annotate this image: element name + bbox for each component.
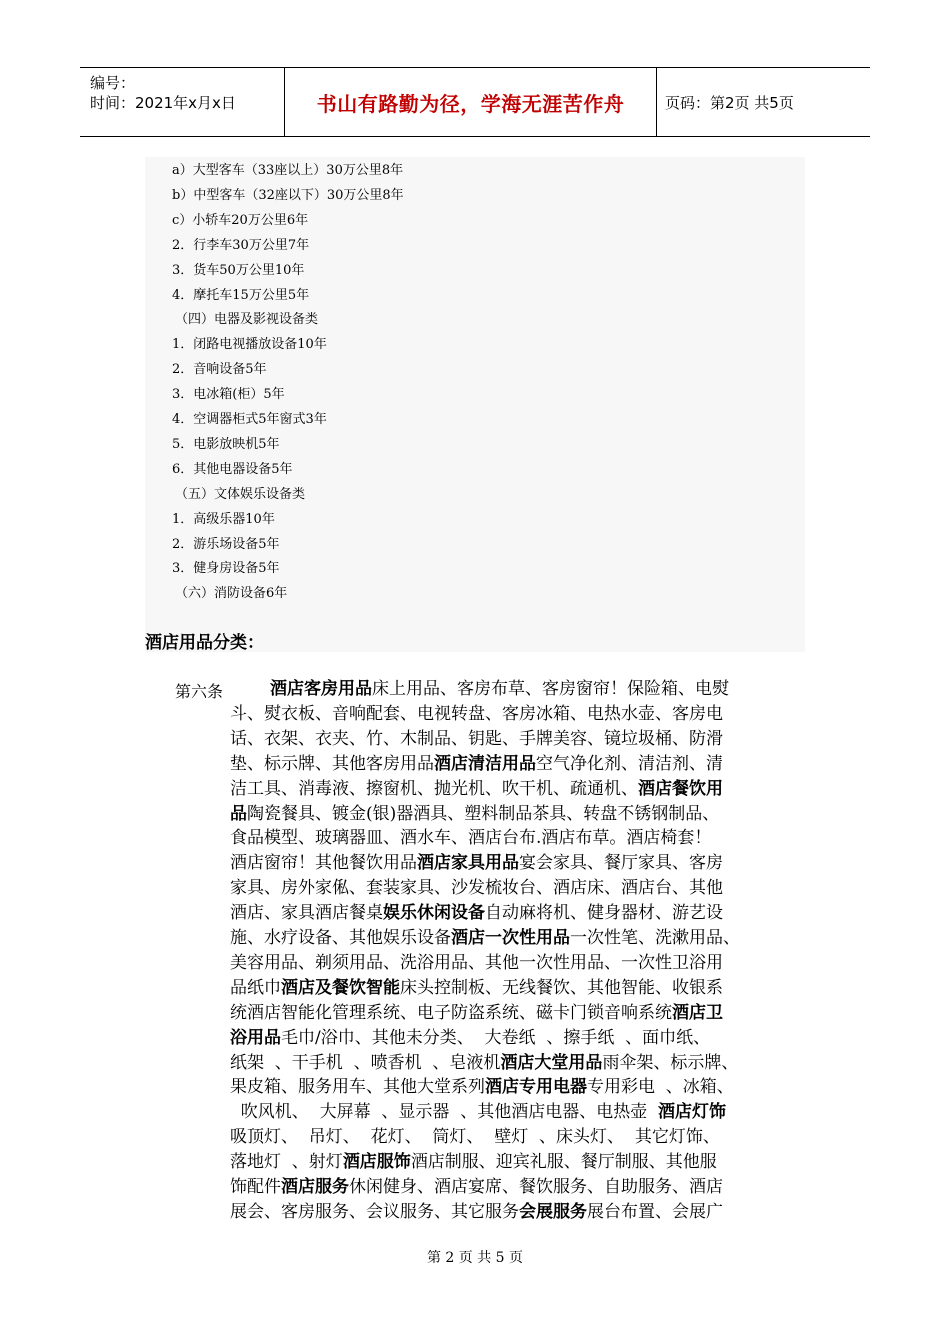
category-heading: 酒店餐饮用	[638, 778, 723, 799]
list-item: 2．行李车30万公里7年	[172, 237, 310, 253]
list-item: 4．空调器柜式5年窗式3年	[172, 412, 327, 427]
category-items: 宴会家具、餐厅家具、客房	[519, 853, 723, 874]
category-heading: 酒店服务	[281, 1177, 349, 1197]
category-items: 品纸巾	[230, 977, 281, 998]
list-item: 2．游乐场设备5年	[172, 536, 280, 552]
category-items: 酒店、家具酒店餐桌	[230, 903, 383, 924]
category-items: 纸架 、干手机 、喷香机 、皂液机	[230, 1052, 501, 1073]
list-item: 2．音响设备5年	[172, 362, 267, 378]
category-items: 展台布置、会展广	[587, 1201, 723, 1222]
list-item: c）小轿车20万公里6年	[172, 212, 309, 228]
category-items: 斗、熨衣板、音响配套、电视转盘、客房冰箱、电热水壶、客房电	[230, 703, 723, 724]
category-items: 床上用品、客房布草、客房窗帘！保险箱、电熨	[372, 679, 729, 699]
category-heading: 酒店及餐饮智能	[281, 977, 400, 998]
body-line	[230, 702, 810, 726]
article-number: 第六条	[175, 682, 224, 701]
body-line	[230, 727, 810, 751]
body-line	[230, 1200, 810, 1224]
category-heading: 酒店灯饰	[658, 1102, 727, 1123]
list-item: （五）文体娱乐设备类	[175, 486, 306, 502]
list-item: b）中型客车（32座以下）30万公里8年	[172, 187, 404, 203]
page-footer: 第 2 页 共 5 页	[426, 1250, 524, 1266]
body-line	[230, 1175, 810, 1199]
category-items: 食品模型、玻璃器皿、酒水车、酒店台布.酒店布草。酒店椅套！	[230, 828, 712, 849]
category-heading: 酒店大堂用品	[500, 1052, 603, 1073]
category-items: 毛巾/浴巾、其他未分类、 大卷纸 、擦手纸 、面巾纸、	[281, 1027, 711, 1048]
category-items: 垫、标示牌、其他客房用品	[230, 753, 434, 774]
list-item: 6．其他电器设备5年	[172, 461, 293, 477]
list-item: a）大型客车（33座以上）30万公里8年	[172, 163, 404, 178]
category-heading: 会展服务	[519, 1201, 587, 1222]
body-line	[230, 926, 810, 950]
header-motto: 书山有路勤为径，学海无涯苦作舟	[284, 68, 657, 136]
body-line	[230, 1026, 810, 1050]
list-item: 3．健身房设备5年	[172, 561, 280, 577]
list-item: （六）消防设备6年	[175, 586, 288, 602]
list-item: 1．高级乐器10年	[172, 511, 275, 527]
category-items: 洁工具、消毒液、擦窗机、抛光机、吹干机、疏通机、	[230, 778, 638, 799]
body-line	[230, 802, 810, 826]
section-title: 酒店用品分类：	[145, 633, 264, 653]
document-number-label: 编号：	[90, 74, 136, 92]
category-heading: 酒店专用电器	[485, 1077, 587, 1098]
category-items: 酒店窗帘！其他餐饮用品	[230, 853, 417, 874]
category-items: 吸顶灯、 吊灯、 花灯、 筒灯、 壁灯 、床头灯、 其它灯饰、	[230, 1127, 720, 1148]
body-line	[230, 1100, 810, 1124]
depreciation-list	[145, 157, 805, 652]
category-heading: 娱乐休闲设备	[383, 903, 485, 924]
header-table	[80, 67, 870, 137]
category-items: 酒店制服、迎宾礼服、餐厅制服、其他服	[410, 1152, 717, 1173]
list-item: 3．货车50万公里10年	[172, 262, 305, 278]
category-items: 雨伞架、标示牌、	[602, 1052, 739, 1073]
category-items: 展会、客房服务、会议服务、其它服务	[230, 1201, 519, 1222]
category-items: 美容用品、剃须用品、洗浴用品、其他一次性用品、一次性卫浴用	[230, 952, 723, 973]
category-items: 休闲健身、酒店宴席、餐饮服务、自助服务、酒店	[349, 1177, 723, 1197]
category-items: 专用彩电 、冰箱、	[587, 1077, 734, 1098]
category-items: 一次性笔、洗漱用品、	[570, 928, 740, 948]
category-heading: 酒店一次性用品	[451, 928, 570, 948]
category-heading: 酒店卫	[672, 1002, 723, 1023]
category-heading: 酒店家具用品	[417, 853, 519, 874]
body-line	[230, 951, 810, 975]
category-items: 自动麻将机、健身器材、游艺设	[485, 903, 723, 924]
list-item: （四）电器及影视设备类	[175, 312, 319, 328]
category-items: 空气净化剂、清洁剂、清	[536, 753, 723, 774]
category-items: 话、衣架、衣夹、竹、木制品、钥匙、手牌美容、镜垃圾桶、防滑	[230, 728, 723, 749]
body-line	[230, 1001, 810, 1025]
body-line	[230, 1051, 810, 1075]
category-heading: 酒店服饰	[342, 1152, 411, 1173]
category-items: 统酒店智能化管理系统、电子防盗系统、磁卡门锁音响系统	[230, 1002, 672, 1023]
body-line	[230, 851, 810, 875]
header-page-number: 页码：第2页 共5页	[665, 93, 794, 112]
document-date-label: 时间：2021年x月x日	[90, 94, 236, 112]
category-items: 饰配件	[230, 1177, 281, 1197]
body-line	[230, 976, 810, 1000]
category-heading: 品	[230, 803, 247, 824]
category-items: 床头控制板、无线餐饮、其他智能、收银系	[400, 977, 723, 998]
body-line	[230, 826, 810, 850]
body-line	[230, 901, 810, 925]
body-line	[230, 752, 810, 776]
category-heading: 浴用品	[230, 1027, 281, 1048]
category-items: 家具、房外家俬、套装家具、沙发梳妆台、酒店床、酒店台、其他	[230, 878, 723, 899]
category-items: 落地灯 、射灯	[230, 1152, 343, 1173]
category-items: 果皮箱、服务用车、其他大堂系列	[230, 1077, 485, 1098]
list-item: 5．电影放映机5年	[172, 436, 280, 452]
list-item: 1．闭路电视播放设备10年	[172, 337, 327, 353]
header-info-cell	[80, 68, 284, 136]
body-line	[230, 777, 810, 801]
body-line	[230, 876, 810, 900]
category-items: 施、水疗设备、其他娱乐设备	[230, 928, 451, 948]
list-item: 4．摩托车15万公里5年	[172, 287, 310, 303]
category-heading: 酒店客房用品	[270, 679, 372, 699]
category-items: 吹风机、 大屏幕 、显示器 、其他酒店电器、电热壶	[230, 1102, 659, 1123]
body-line	[230, 1150, 810, 1174]
body-line	[230, 1075, 810, 1099]
category-heading: 酒店清洁用品	[434, 753, 536, 774]
body-line	[270, 677, 850, 701]
body-line	[230, 1125, 810, 1149]
category-items: 陶瓷餐具、镀金(银)器酒具、塑料制品茶具、转盘不锈钢制品、	[247, 803, 720, 824]
list-item: 3．电冰箱(柜）5年	[172, 387, 285, 403]
